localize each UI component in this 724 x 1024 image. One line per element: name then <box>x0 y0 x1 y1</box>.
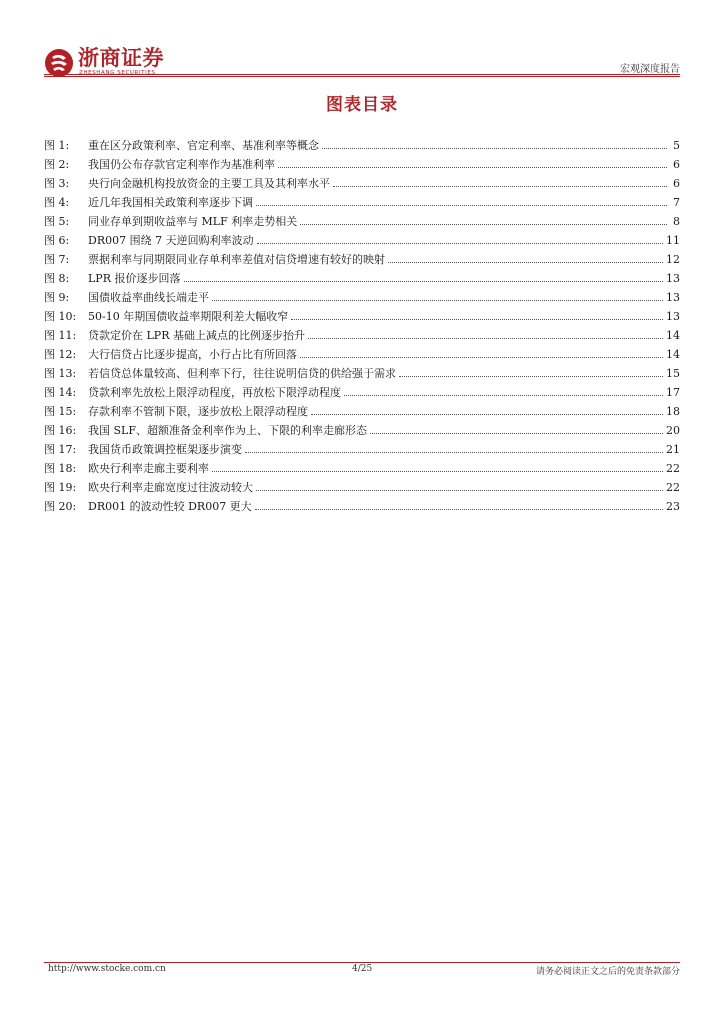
toc-dot-leader <box>370 432 663 434</box>
toc-entry-number: 图 17: <box>44 443 77 456</box>
toc-entry-title: 同业存单到期收益率与 MLF 利率走势相关 <box>88 215 298 228</box>
toc-entry-page: 18 <box>666 405 680 418</box>
toc-entry[interactable] <box>44 475 680 494</box>
toc-entry[interactable] <box>44 247 680 266</box>
toc-entry-title: 重在区分政策利率、官定利率、基准利率等概念 <box>88 139 319 152</box>
toc-entry-page: 13 <box>666 291 680 304</box>
toc-entry-title: 近几年我国相关政策利率逐步下调 <box>88 196 253 209</box>
page-title: 图表目录 <box>326 95 398 115</box>
toc-entry-title: 央行向金融机构投放资金的主要工具及其利率水平 <box>88 177 330 190</box>
report-type-label: 宏观深度报告 <box>620 64 680 75</box>
toc-entry-number: 图 4: <box>44 196 70 209</box>
toc-entry[interactable] <box>44 304 680 323</box>
toc-dot-leader <box>344 394 663 396</box>
toc-entry[interactable] <box>44 342 680 361</box>
toc-entry-number: 图 3: <box>44 177 70 190</box>
toc-entry[interactable] <box>44 228 680 247</box>
toc-entry-number: 图 13: <box>44 367 77 380</box>
toc-entry[interactable] <box>44 323 680 342</box>
toc-entry-page: 11 <box>666 234 680 247</box>
toc-entry[interactable] <box>44 437 680 456</box>
toc-entry[interactable] <box>44 399 680 418</box>
toc-entry-number: 图 7: <box>44 253 70 266</box>
toc-entry[interactable] <box>44 171 680 190</box>
toc-entry-number: 图 10: <box>44 310 77 323</box>
toc-dot-leader <box>308 337 663 339</box>
toc-entry-page: 15 <box>666 367 680 380</box>
toc-entry-page: 21 <box>666 443 680 456</box>
toc-entry-page: 8 <box>673 215 680 228</box>
toc-entry-page: 23 <box>666 500 680 513</box>
toc-entry-page: 14 <box>666 329 680 342</box>
toc-entry-title: 我国 SLF、超额准备金利率作为上、下限的利率走廊形态 <box>88 424 367 437</box>
toc-entry[interactable] <box>44 456 680 475</box>
toc-dot-leader <box>322 147 667 149</box>
footer-website-link[interactable]: http://www.stocke.com.cn <box>48 964 166 974</box>
toc-entry-number: 图 11: <box>44 329 77 342</box>
toc-entry[interactable] <box>44 266 680 285</box>
toc-entry-page: 17 <box>666 386 680 399</box>
toc-entry-title: 贷款定价在 LPR 基础上减点的比例逐步抬升 <box>88 329 305 342</box>
footer-page-number: 4/25 <box>352 964 373 974</box>
toc-entry-page: 22 <box>666 481 680 494</box>
toc-dot-leader <box>333 185 667 187</box>
toc-dot-leader <box>255 508 663 510</box>
footer-divider <box>44 962 680 963</box>
toc-entry-page: 6 <box>673 158 680 171</box>
header-divider-secondary <box>44 76 680 77</box>
page-header <box>44 44 680 78</box>
toc-entry[interactable] <box>44 494 680 513</box>
toc-entry-title: 欧央行利率走廊宽度过往波动较大 <box>88 481 253 494</box>
toc-entry-title: 50-10 年期国债收益率期限利差大幅收窄 <box>88 310 289 323</box>
toc-entry-page: 13 <box>666 310 680 323</box>
toc-entry-title: 大行信贷占比逐步提高，小行占比有所回落 <box>88 348 297 361</box>
toc-dot-leader <box>278 166 667 168</box>
toc-entry-page: 13 <box>666 272 680 285</box>
toc-entry-title: DR001 的波动性较 DR007 更大 <box>88 500 252 513</box>
toc-dot-leader <box>256 204 667 206</box>
logo-text: 浙商证券 <box>78 46 164 70</box>
toc-entry[interactable] <box>44 361 680 380</box>
toc-entry[interactable] <box>44 209 680 228</box>
toc-entry[interactable] <box>44 380 680 399</box>
toc-dot-leader <box>212 299 663 301</box>
toc-entry-title: 票据利率与同期限同业存单利率差值对信贷增速有较好的映射 <box>88 253 385 266</box>
header-divider <box>44 74 680 75</box>
toc-dot-leader <box>184 280 664 282</box>
toc-dot-leader <box>291 318 663 320</box>
toc-dot-leader <box>311 413 663 415</box>
toc-entry-title: LPR 报价逐步回落 <box>88 272 181 285</box>
toc-entry-number: 图 6: <box>44 234 70 247</box>
toc-entry[interactable] <box>44 418 680 437</box>
toc-entry-title: 我国仍公布存款官定利率作为基准利率 <box>88 158 275 171</box>
toc-entry-number: 图 12: <box>44 348 77 361</box>
toc-entry-page: 7 <box>673 196 680 209</box>
toc-entry-page: 22 <box>666 462 680 475</box>
toc-entry-number: 图 2: <box>44 158 70 171</box>
toc-dot-leader <box>212 470 663 472</box>
toc-dot-leader <box>300 223 667 225</box>
logo-subtext: ZHESHANG SECURITIES <box>79 70 156 76</box>
toc-entry-title: 存款利率不管制下限，逐步放松上限浮动程度 <box>88 405 308 418</box>
toc-entry-number: 图 15: <box>44 405 77 418</box>
toc-dot-leader <box>300 356 663 358</box>
toc-entry-number: 图 14: <box>44 386 77 399</box>
toc-entry-number: 图 8: <box>44 272 70 285</box>
toc-entry-title: 国债收益率曲线长端走平 <box>88 291 209 304</box>
toc-entry-title: DR007 围绕 7 天逆回购利率波动 <box>88 234 254 247</box>
toc-entry[interactable] <box>44 190 680 209</box>
toc-entry-number: 图 1: <box>44 139 70 152</box>
toc-dot-leader <box>256 489 663 491</box>
toc-entry-page: 5 <box>673 139 680 152</box>
toc-entry-page: 6 <box>673 177 680 190</box>
toc-entry-page: 14 <box>666 348 680 361</box>
toc-dot-leader <box>245 451 663 453</box>
toc-entry[interactable] <box>44 285 680 304</box>
toc-dot-leader <box>388 261 663 263</box>
toc-dot-leader <box>399 375 663 377</box>
toc-entry-number: 图 5: <box>44 215 70 228</box>
toc-entry[interactable] <box>44 152 680 171</box>
toc-entry-page: 12 <box>666 253 680 266</box>
toc-entry-title: 我国货币政策调控框架逐步演变 <box>88 443 242 456</box>
toc-entry-page: 20 <box>666 424 680 437</box>
toc-entry-title: 欧央行利率走廊主要利率 <box>88 462 209 475</box>
toc-dot-leader <box>257 242 663 244</box>
toc-entry-number: 图 16: <box>44 424 77 437</box>
toc-entry-number: 图 20: <box>44 500 77 513</box>
footer-disclaimer-note: 请务必阅读正文之后的免责条款部分 <box>535 967 680 977</box>
toc-entry-number: 图 19: <box>44 481 77 494</box>
toc-entry-number: 图 9: <box>44 291 70 304</box>
toc-entry[interactable] <box>44 133 680 152</box>
figure-table-of-contents <box>44 133 680 513</box>
toc-entry-number: 图 18: <box>44 462 77 475</box>
toc-entry-title: 若信贷总体量较高、但利率下行，往往说明信贷的供给强于需求 <box>88 367 396 380</box>
toc-entry-title: 贷款利率先放松上限浮动程度，再放松下限浮动程度 <box>88 386 341 399</box>
